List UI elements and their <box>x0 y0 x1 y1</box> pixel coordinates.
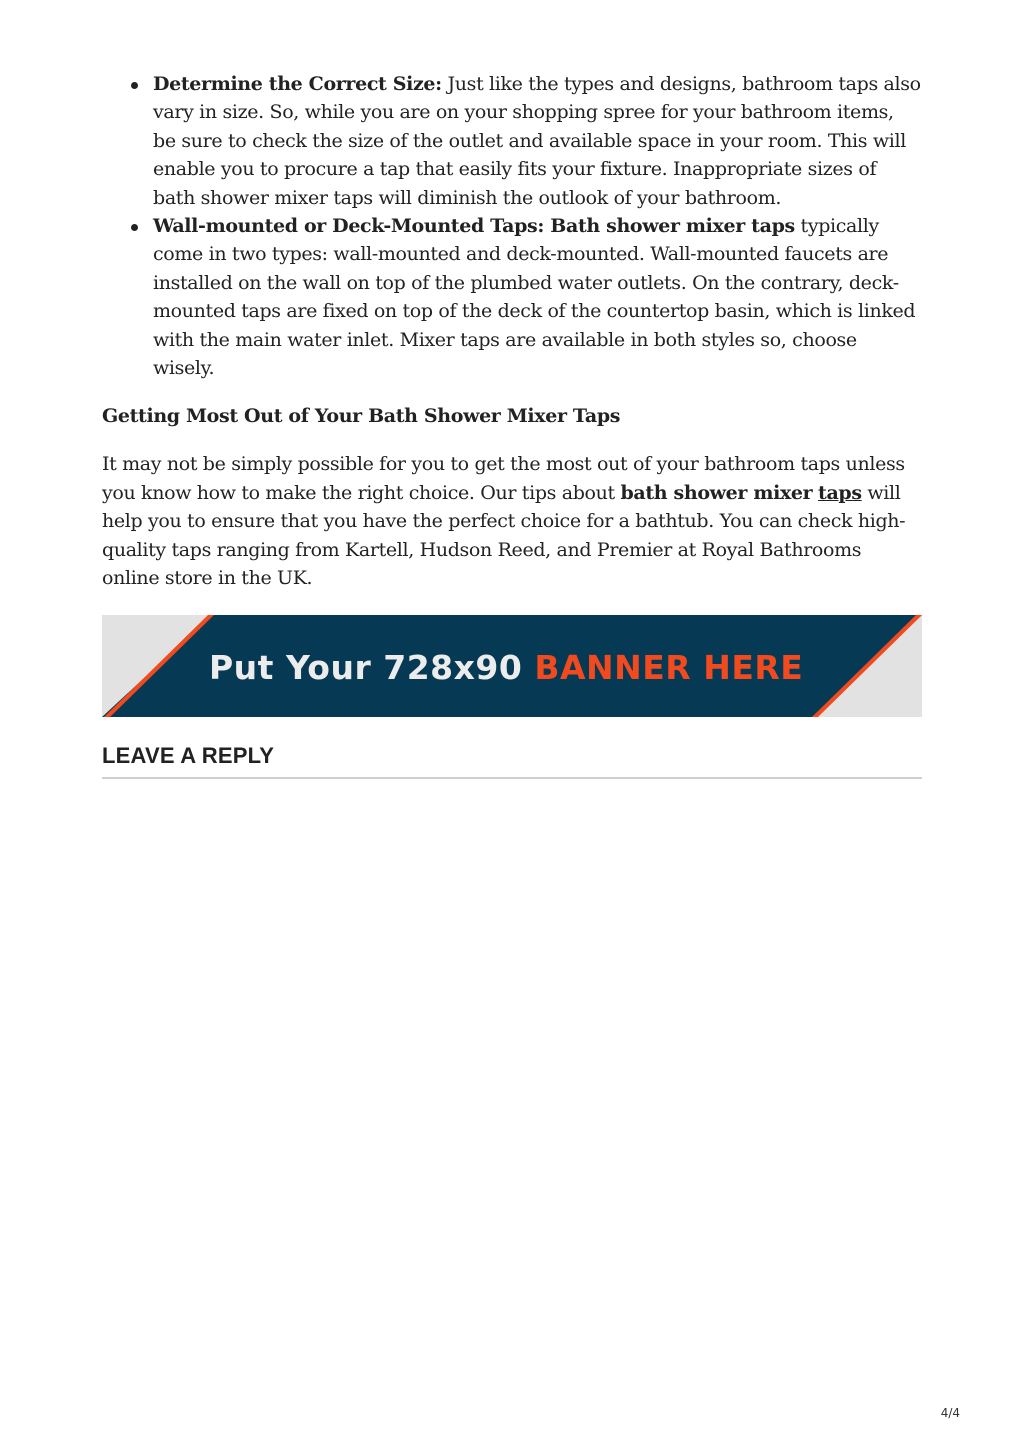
list-item <box>153 70 922 212</box>
tip-title: Wall-mounted or Deck-Mounted Taps: Bath shower mixer taps <box>153 215 795 238</box>
paragraph-text: It may not be simply possible for you to get the most out of your bathroom taps unless you know how to make the right choice. Our tips about <box>102 453 905 504</box>
article-body <box>102 70 922 779</box>
section-paragraph <box>102 450 922 592</box>
leave-reply-heading: LEAVE A REPLY <box>102 743 922 779</box>
banner-text <box>209 648 803 687</box>
paragraph-text-end: will help you to ensure that you have the perfect choice for a bathtub. You can check high-quality taps ranging from Kartell, Hudson Reed, and Premier at Royal Bathrooms online store in the UK. <box>102 481 906 590</box>
taps-link[interactable]: taps <box>818 481 862 504</box>
tip-text: typically come in two types: wall-mounted and deck-mounted. Wall-mounted faucets are installed on the wall on top of the plumbed water outlets. On the contrary, deck-mounted taps are fixed on top of the deck of the countertop basin, which is linked with the main water inlet. Mixer taps are available in both styles so, choose wisely. <box>153 215 916 380</box>
list-item <box>153 212 922 382</box>
banner-text-main: Put Your 728x90 <box>209 647 535 687</box>
tips-list <box>102 70 922 382</box>
tip-title: Determine the Correct Size: <box>153 73 442 95</box>
banner-text-accent: BANNER HERE <box>534 647 804 687</box>
banner-graphic <box>102 615 922 717</box>
section-heading: Getting Most Out of Your Bath Shower Mixer Taps <box>102 405 621 428</box>
ad-banner[interactable] <box>102 615 922 717</box>
page-number: 4/4 <box>940 1406 960 1420</box>
paragraph-bold: bath shower mixer <box>620 481 813 504</box>
tip-text: Just like the types and designs, bathroom taps also vary in size. So, while you are on your shopping spree for your bathroom items, be sure to check the size of the outlet and available space in your room. This will enable you to procure a tap that easily fits your fixture. Inappropriate sizes of bath shower mixer taps will diminish the outlook of your bathroom. <box>153 73 921 209</box>
